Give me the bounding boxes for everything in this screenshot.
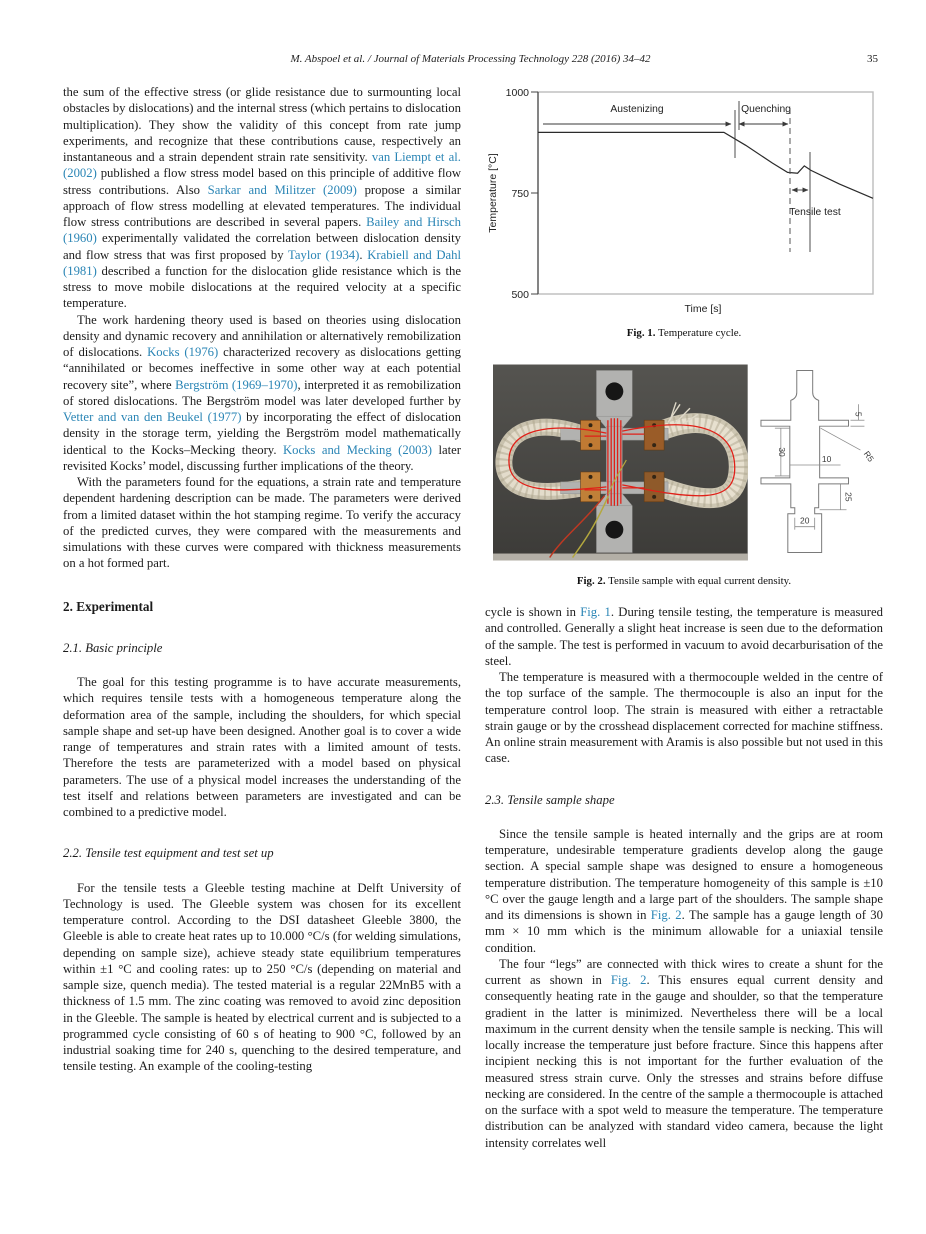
photo-table-edge [493, 554, 748, 561]
text-run: later revisited Kocks’ model, discussing further implications of the theory. [63, 442, 461, 473]
citation-link[interactable]: Taylor (1934) [287, 247, 360, 262]
figure-1-caption [485, 327, 883, 340]
section-heading: 2. Experimental [63, 598, 154, 614]
text-run: The four “legs” are connected with thick wires to create a shunt for the current as shown in [485, 956, 883, 987]
citation-link[interactable]: van Liempt et al. (2002) [63, 150, 461, 181]
paragraph [485, 826, 883, 956]
dim-5: 5 [853, 411, 864, 417]
dim-30: 30 [776, 447, 787, 457]
paragraph [63, 674, 461, 820]
page-header [63, 53, 878, 65]
text-run: characterized recovery as dislocations getting “annihilated or becomes ineffective in some other way at each potential recovery site”, where [63, 345, 462, 392]
paragraph [63, 84, 461, 312]
citation-link[interactable]: Vetter and van den Beukel (1977) [63, 410, 242, 424]
text-run: . [359, 247, 368, 262]
text-run: by incorporating the effect of dislocation density in the storage term, yielding the Bergström model mathematically identical to the Kocks–Mecking theory. [63, 410, 461, 457]
running-title: M. Abspoel et al. / Journal of Materials Processing Technology 228 (2016) 34–42 [290, 53, 651, 65]
citation-link[interactable]: Sarkar and Militzer (2009) [207, 182, 357, 197]
text-run: published a flow stress model based on this principle of additive flow stress contributions. Also [63, 166, 461, 197]
text-run: cycle is shown in [485, 605, 581, 619]
right-column-text [485, 604, 883, 1151]
subsection-heading: 2.2. Tensile test equipment and test set up [63, 846, 274, 861]
figure-1-caption-label: Fig. 1. [626, 327, 656, 339]
paragraph [485, 669, 883, 767]
figure-1-caption-text: Temperature cycle. [655, 327, 742, 339]
temperature-curve [538, 132, 873, 198]
grip-hole-bottom [605, 521, 623, 539]
citation-link[interactable]: Bergström (1969–1970) [175, 377, 298, 392]
text-run: For the tensile tests a Gleeble testing machine at Delft University of Technology is used. The Gleeble system was chosen for its excellent temperature control. According to the DSI datasheet Gleeble 3800, the Gleeble is able to create heat rates up to 10.000 °C/s (for welding simulations, depending on sample size), achieve steady state equilibrium temperatures within ±1 °C and cooling rates: up to 250 °C/s (depending on material and sample size, quench media). The tested material is a regular 22MnB5 with a thickness of 1.5 mm. The zinc coating was removed to avoid zinc deposition in the Gleeble. The sample is heated by electrical current and is subjected to a programmed cycle consisting of 60 s of heating to 900 °C, followed by an industrial soaking time for 240 s, quenching to the desired temperature, and tensile testing. An example of the cooling-testing [63, 880, 461, 1074]
figure-2-caption-text: Tensile sample with equal current density. [605, 575, 792, 587]
figure-2-caption-label: Fig. 2. [576, 575, 606, 587]
citation-link[interactable]: Kocks (1976) [147, 345, 219, 359]
text-run: experimentally validated the correlation between dislocation density and flow stress that was first proposed by [63, 231, 461, 262]
paragraph [485, 956, 883, 1151]
quenching-label: Quenching [741, 104, 791, 115]
citation-link[interactable]: Fig. 1 [580, 605, 611, 619]
text-run: described a function for the dislocation glide resistance which is the stress to move mobile dislocations at the required velocity at a specific temperature. [63, 263, 461, 311]
text-run: Since the tensile sample is heated internally and the grips are at room temperature, undesirable temperature gradients develop along the gauge section. A special sample shape was designed to ensure a homogeneous temperature distribution. The temperature homogeneity of this sample is ±10 °C over the gauge length and a large part of the shoulders. The sample shape and its dimensions is shown in [485, 826, 883, 922]
text-run: . During tensile testing, the temperature is measured and controlled. Generally a slight heat increase is seen due to the deformation of the sample. The test is performed in vacuum to avoid decarburisation of the steel. [485, 605, 883, 668]
text-run: . This ensures equal current density and consequently heating rate in the gauge and shoulder, so that the temperature gradient in the latter is minimized. Nevertheless there will be a local maximum in the current density when the tensile sample is necking. This will locally increase the temperature just before fracture. Since this happens after incipient necking this is not important for the further evaluation of the measured stress strain curve. Only the stresses and strains before diffuse necking are considered. In the centre of the sample a thermocouple is attached on the surface with a spot weld to measure the temperature. The temperature distribution can be analyzed with standard video camera, because the light intensity correlates well [485, 973, 883, 1150]
y-tick-label: 500 [511, 289, 529, 301]
citation-link[interactable]: Kocks and Mecking (2003) [282, 442, 432, 457]
tensile-test-label: Tensile test [789, 207, 841, 218]
right-column [485, 84, 883, 1151]
text-run: . The sample has a gauge length of 30 mm × 10 mm which is the minimum allowable for a uniaxial tensile condition. [485, 908, 883, 955]
tensile-sample-photo [493, 364, 748, 561]
temperature-cycle-chart [485, 84, 879, 317]
paragraph [485, 604, 883, 669]
plot-border [538, 92, 873, 294]
dim-10: 10 [821, 454, 831, 465]
x-axis-label: Time [s] [684, 303, 722, 315]
citation-link[interactable]: Bailey and Hirsch (1960) [63, 215, 462, 246]
grip-hole-top [605, 382, 623, 400]
austenizing-label: Austenizing [610, 104, 664, 115]
figure-2-caption [485, 575, 883, 588]
text-run: The work hardening theory used is based on theories using dislocation density and dynamic recovery and annihilation or alternatively remobilization of dislocations. [63, 312, 461, 359]
sample-dimension-drawing [753, 364, 883, 561]
subsection-heading: 2.1. Basic principle [63, 640, 163, 655]
y-axis-label: Temperature [°C] [487, 153, 499, 233]
text-run: the sum of the effective stress (or glide resistance due to surmounting local obstacles by dislocations) and the internal stress (which pertains to dislocation multiplication). They show the validity of this concept from rate jump experiments, and recognize that these contributions cause, respectively an instantaneous and a strain dependent strain rate sensitivity. [63, 85, 461, 164]
text-run: propose a similar approach of flow stress modelling at elevated temperatures. The individual flow stress contributions are described in several papers. [63, 182, 461, 229]
page-number: 35 [867, 53, 878, 65]
paragraph [63, 312, 461, 475]
text-run: The temperature is measured with a thermocouple welded in the centre of the top surface of the sample. The thermocouple is also an input for the temperature control loop. The strain is measured with either a retractable strain gauge or by the crosshead displacement corrected for machine stiffness. An online strain measurement with Aramis is also possible but not used in this case. [485, 670, 883, 766]
text-run: With the parameters found for the equations, a strain rate and temperature dependent hardening description can be made. The parameters were derived from a limited dataset within the hot stamping regime. To verify the accuracy of the predicted curves, they were compared with the measurements and simulations with these curves were compared with thickness measurements on a hot formed part. [63, 475, 461, 571]
subsection-heading: 2.3. Tensile sample shape [485, 792, 615, 807]
dim-25: 25 [843, 492, 854, 502]
paragraph [63, 880, 461, 1075]
dim-20: 20 [799, 515, 810, 526]
figure-1 [485, 84, 883, 340]
citation-link[interactable]: Fig. 2 [650, 908, 682, 922]
figure-2-row [493, 364, 883, 561]
paragraph [63, 474, 461, 572]
citation-link[interactable]: Fig. 2 [610, 973, 647, 987]
left-column [63, 84, 461, 1075]
y-tick-label: 750 [511, 188, 529, 200]
y-tick-label: 1000 [505, 87, 529, 99]
figure-2 [485, 364, 883, 588]
text-run: , interpreted it as remobilization of stored dislocations. The Bergström model was later developed further by [63, 377, 461, 408]
text-run: The goal for this testing programme is to have accurate measurements, which requires tensile tests with a homogeneous temperature along the deformation area of the sample, including the shoulders, for which special sample shape and set-up have been designed. Another goal is to cover a wide range of temperatures and strain rates with a limited amount of tests. Therefore the tests are parameterized with a model based on physical parameters. The use of a physical model increases the understanding of the test itself and relations between parameters are investigated and can be combined to a predictive model. [63, 675, 461, 819]
dim-r5: R5 [861, 449, 876, 464]
citation-link[interactable]: Krabiell and Dahl (1981) [63, 247, 461, 278]
